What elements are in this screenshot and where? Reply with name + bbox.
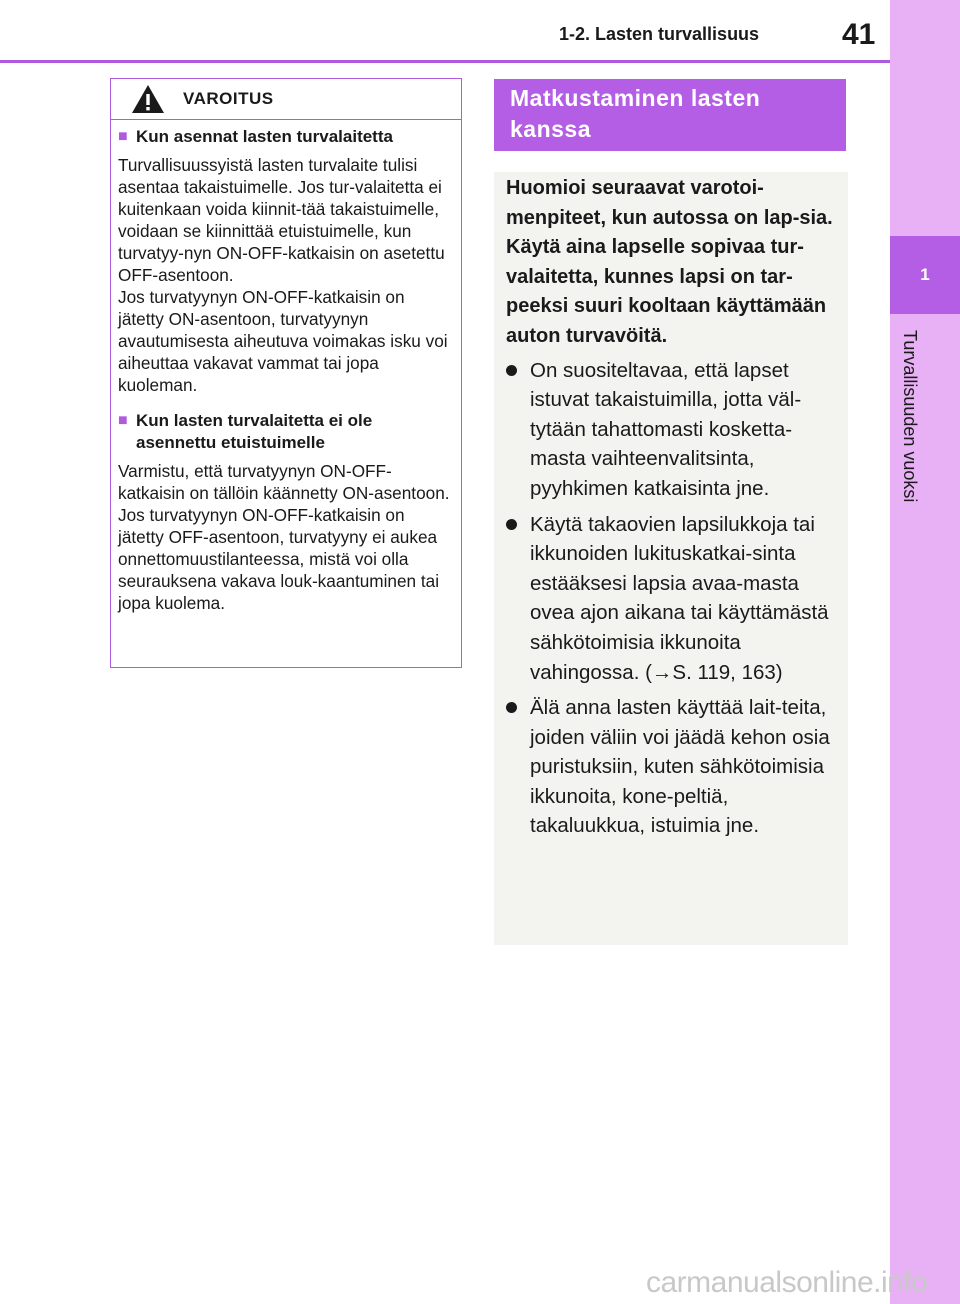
side-tab xyxy=(890,0,960,1304)
header-divider xyxy=(0,60,890,63)
warning-title: VAROITUS xyxy=(183,89,274,108)
page-number: 41 xyxy=(842,18,876,51)
square-bullet-icon: ■ xyxy=(118,412,128,429)
bullet-dot-icon xyxy=(506,510,530,540)
section-title: Matkustaminen lasten kanssa xyxy=(494,79,846,151)
watermark: carmanualsonline.info xyxy=(646,1266,928,1299)
warning-paragraph: Jos turvatyynyn ON-OFF-katkaisin on jätetty OFF-asentoon, turvatyyny ei aukea onnettomuustilanteessa, mistä voi olla seurauksena vakava louk-kaantuminen tai jopa kuolema. xyxy=(118,505,440,613)
list-item-text: Älä anna lasten käyttää lait-teita, joiden väliin voi jäädä kehon osia puristuksiin, kuten sähkötoimisia ikkunoita, kone-peltiä, takaluukkua, istuimia jne. xyxy=(530,696,830,838)
list-item xyxy=(506,356,836,504)
bullet-dot-icon xyxy=(506,693,530,723)
intro-paragraph: Käytä aina lapselle sopivaa tur-valaitetta, kunnes lapsi on tar-peeksi suuri kooltaan käyttämään auton turvavöitä. xyxy=(506,236,827,347)
bullet-list xyxy=(506,356,836,842)
chapter-label: Turvallisuuden vuoksi xyxy=(900,330,920,503)
bullet-dot-icon xyxy=(506,356,530,386)
list-item-text: Käytä takaovien lapsilukkoja tai ikkunoiden lukituskatkai-sinta estääksesi lapsia avaa-masta ovea ajon aikana tai käyttämästä sähkötoimisia ikkunoita vahingossa. (→S. 119, 163) xyxy=(530,512,829,684)
list-item xyxy=(506,693,836,841)
warning-section xyxy=(111,410,461,614)
page-header-title: 1-2. Lasten turvallisuus xyxy=(559,24,760,44)
warning-triangle-icon xyxy=(131,84,165,114)
warning-paragraph: Jos turvatyynyn ON-OFF-katkaisin on jätetty ON-asentoon, turvatyynyn avautumisesta aiheutuva voimakas isku voi aiheuttaa vakavat vammat tai jopa kuoleman. xyxy=(118,287,448,395)
warning-header xyxy=(111,79,461,120)
list-item xyxy=(506,510,836,688)
list-item-text: On suositeltavaa, että lapset istuvat takaistuimilla, jotta väl-tytään tahattomasti kosketta-masta vaihteenvalitsinta, pyyhkimen katkaisinta jne. xyxy=(530,358,802,500)
warning-box xyxy=(110,78,462,668)
square-bullet-icon: ■ xyxy=(118,128,128,145)
warning-paragraph: Turvallisuussyistä lasten turvalaite tulisi asentaa takaistuimelle. Jos tur-valaitetta ei kuitenkaan voida kiinnit-tää takaistuimelle, voidaan se kiinnittää etuistuimelle, kun turvatyy-nyn ON-OFF-katkaisin on asetettu OFF-asentoon. xyxy=(118,155,445,285)
warning-section xyxy=(111,126,461,396)
intro-paragraph: Huomioi seuraavat varotoi-menpiteet, kun autossa on lap-sia. xyxy=(506,177,833,229)
info-box xyxy=(494,172,848,945)
intro-text xyxy=(506,174,836,352)
chapter-number-tab[interactable]: 1 xyxy=(890,236,960,314)
warning-section-heading: ■ Kun lasten turvalaitetta ei ole asennettu etuistuimelle xyxy=(118,411,373,452)
warning-section-heading: ■ Kun asennat lasten turvalaitetta xyxy=(118,127,393,146)
warning-paragraph: Varmistu, että turvatyynyn ON-OFF-katkaisin on tällöin käännetty ON-asentoon. xyxy=(118,461,450,503)
